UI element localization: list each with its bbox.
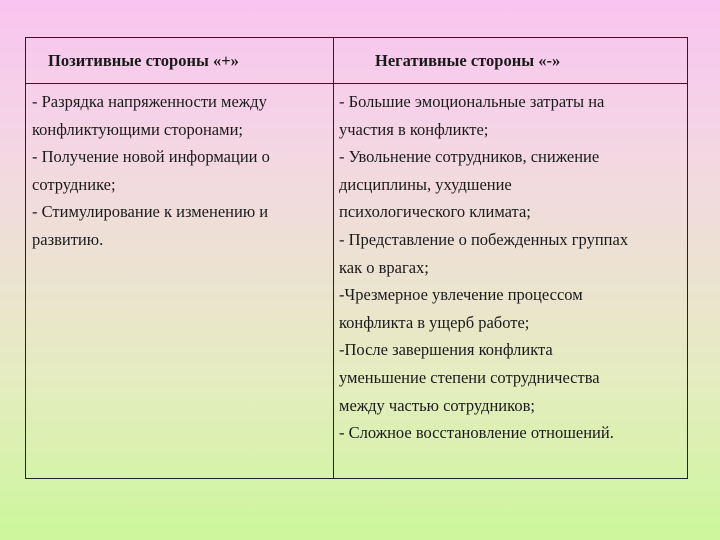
- positive-line: - Стимулирование к изменению и: [32, 202, 269, 222]
- negative-line: участия в конфликте;: [339, 119, 489, 139]
- negative-line: - Увольнение сотрудников, снижение: [339, 147, 600, 167]
- positive-cell: [32, 88, 330, 254]
- table-header-row: [26, 38, 687, 84]
- negative-line: - Большие эмоциональные затраты на: [339, 92, 605, 111]
- column-divider: [333, 38, 334, 478]
- negative-line: - Представление о побежденных группах: [339, 229, 629, 249]
- positive-line: - Разрядка напряженности между: [32, 92, 267, 111]
- negative-line: как о врагах;: [339, 257, 429, 277]
- positive-header: Позитивные стороны «+»: [48, 51, 239, 70]
- positive-line: развитию.: [32, 229, 104, 249]
- comparison-table: [25, 37, 688, 479]
- positive-line: конфликтующими сторонами;: [32, 119, 243, 139]
- negative-line: -Чрезмерное увлечение процессом: [339, 285, 583, 305]
- negative-line: психологического климата;: [339, 202, 531, 222]
- negative-line: уменьшение степени сотрудничества: [339, 367, 600, 387]
- positive-line: сотруднике;: [32, 174, 116, 194]
- negative-line: между частью сотрудников;: [339, 395, 535, 415]
- negative-line: дисциплины, ухудшение: [339, 174, 512, 194]
- negative-line: конфликта в ущерб работе;: [339, 312, 530, 332]
- negative-header: Негативные стороны «-»: [375, 51, 561, 70]
- negative-cell: [339, 88, 687, 447]
- negative-line: -После завершения конфликта: [339, 340, 553, 360]
- positive-line: - Получение новой информации о: [32, 147, 270, 167]
- negative-line: - Сложное восстановление отношений.: [339, 423, 614, 443]
